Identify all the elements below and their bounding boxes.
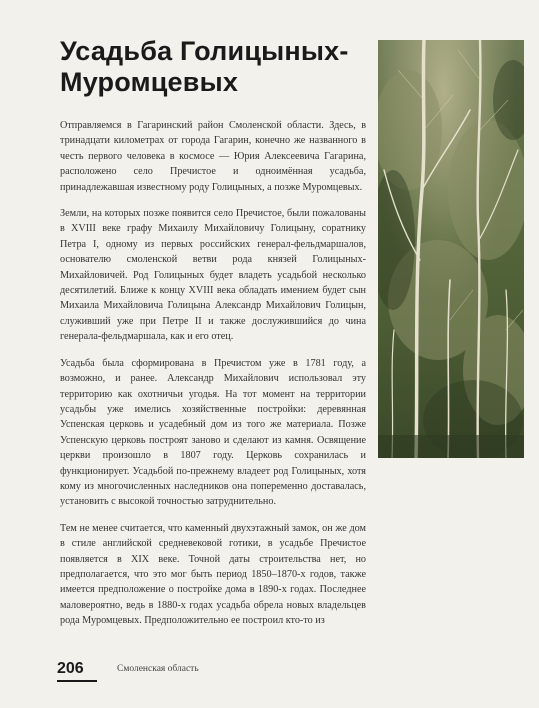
forest-photo-image [378,40,524,458]
title-line-2: Муромцевых [60,67,239,97]
paragraph-2: Земли, на которых позже появится село Пречистое, были пожалованы в XVIII веке графу Михаилу Михайловичу Голицыну, соратнику Петра I, одному из первых российских генерал-фельдмаршалов, основателю смоленской ветви рода князей Голицыных-Михайловичей. Род Голицыных будет владеть усадьбой несколько десятилетий. Ближе к концу XVIII века обладать имением будет сын Михаила Михайловича Голицына Александр Михайлович Голицын, служивший уже при Петре II и также дослужившийся до чина генерала-фельдмаршала, как и его отец. [60,208,366,343]
forest-photo [378,40,524,458]
page-title [60,36,370,98]
paragraph-4: Тем не менее считается, что каменный двухэтажный замок, он же дом в стиле английской средневековой готики, в усадьбе Пречистое появляется в XIX веке. Точной даты строительства нет, но предполагается, что это мог быть период 1850–1870-х годов, также имеется предположение о постройке дома в 1890-х годах. Последнее маловероятно, ведь в 1880-х годах усадьба обрела новых владельцев рода Муромцевых. Предположительно ее построил кто-то из [60,522,366,627]
article-body [60,118,366,640]
paragraph-1: Отправляемся в Гагаринский район Смоленской области. Здесь, в тринадцати километрах от города Гагарин, конечно же названного в честь первого человека в космосе — Юрия Алексеевича Гагарина, расположено село Пречистое и одноимённая усадьба, принадлежавшая известному роду Голицыных, а позже Муромцевых. [60,120,366,193]
title-line-1: Усадьба Голицыных- [60,36,349,66]
section-name: Смоленская область [117,664,199,674]
page-number-underline [57,680,97,682]
paragraph-3: Усадьба была сформирована в Пречистом уже в 1781 году, а возможно, и ранее. Александр Михайлович использовал эту территорию как охотничьи угодья. На тот момент на территории усадьбы уже имелись хозяйственные постройки: деревянная Успенская церковь и усадебный дом из того же материала. Позже Успенскую церковь построят заново и сделают из камня. Освящение церкви произошло в 1807 году. Церковь сохранилась и функционирует. Усадьбой по-прежнему владеет род Голицыных, хотя кому из многочисленных наследников она попеременно доставалась, установить с высокой точностью затруднительно. [60,357,366,508]
page-number: 206 [57,660,84,677]
